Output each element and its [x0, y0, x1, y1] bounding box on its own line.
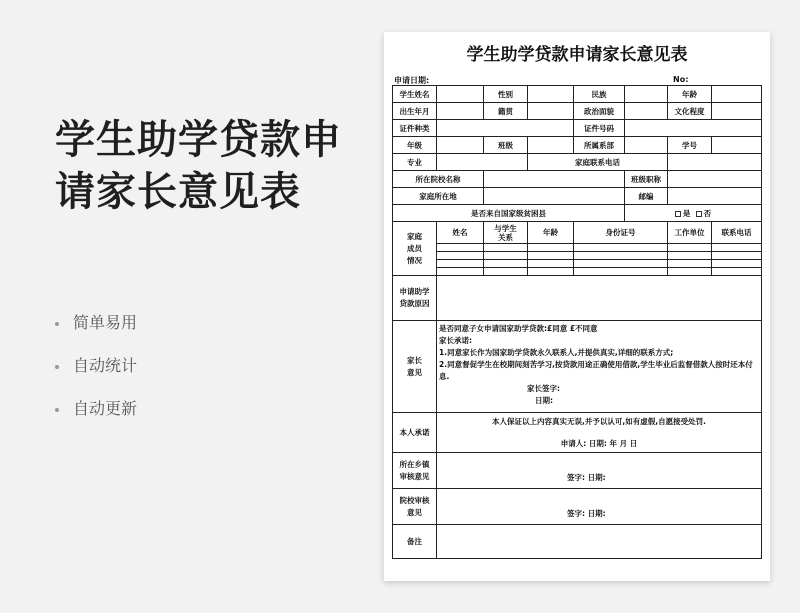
opinion-promise-title: 家长承诺: — [439, 336, 472, 345]
apply-date-label: 申请日期: — [394, 76, 430, 85]
school-review-label-2: 意见 — [407, 507, 422, 517]
town-content — [437, 453, 762, 489]
commitment-sign-line: 申请人: 日期: 年 月 日 — [560, 438, 638, 448]
field-grade[interactable] — [437, 137, 484, 154]
family-row — [393, 252, 762, 260]
label-poor-county: 是否来自国家级贫困县 — [393, 205, 625, 222]
opinion-item-1: 1.同意家长作为国家助学贷款永久联系人,并提供真实,详细的联系方式; — [439, 348, 674, 357]
family-col-relation — [484, 222, 528, 244]
family-col-phone: 联系电话 — [712, 222, 762, 244]
reason-label-1: 申请助学 — [399, 287, 430, 296]
school-review-content — [437, 489, 762, 525]
label-ethnicity: 民族 — [574, 86, 625, 103]
form-table — [392, 85, 762, 559]
opinion-label-1: 家长 — [407, 355, 422, 365]
town-label — [393, 453, 437, 489]
field-postcode[interactable] — [668, 188, 762, 205]
reason-field[interactable] — [437, 276, 762, 321]
family-label-2: 成员 — [407, 243, 422, 253]
commitment-text: 本人保证以上内容真实无误,并予以认可,如有虚假,自愿接受处罚. — [492, 416, 706, 426]
town-label-2: 审核意见 — [399, 471, 430, 481]
field-id-number[interactable] — [625, 120, 762, 137]
label-education: 文化程度 — [668, 103, 712, 120]
commitment-content — [437, 413, 762, 453]
label-home-phone: 家庭联系电话 — [528, 154, 668, 171]
school-review-sign-line: 签字: 日期: — [567, 509, 606, 518]
family-col-age: 年龄 — [528, 222, 574, 244]
no-label: No: — [673, 75, 689, 84]
family-row — [393, 244, 762, 252]
option-yes-label: 是 — [682, 208, 691, 218]
checkbox-yes[interactable] — [675, 211, 681, 217]
checkbox-no[interactable] — [696, 211, 702, 217]
label-address: 家庭所在地 — [393, 188, 484, 205]
form-title: 学生助学贷款申请家长意见表 — [466, 45, 688, 65]
label-major: 专业 — [393, 154, 437, 171]
field-age[interactable] — [712, 86, 762, 103]
feature-label: 自动更新 — [73, 399, 138, 418]
label-id-type: 证件种类 — [393, 120, 437, 137]
opinion-item-2: 2.同意督促学生在校期间刻苦学习,按贷款用途正确使用借款,学生毕业后监督借款人按时还本付息. — [439, 360, 753, 381]
opinion-date: 日期: — [535, 396, 553, 405]
family-label-1: 家庭 — [407, 231, 422, 241]
feature-label: 简单易用 — [73, 313, 138, 332]
form-document — [384, 32, 770, 581]
poor-county-options — [625, 205, 762, 222]
field-school[interactable] — [484, 171, 625, 188]
opinion-label-2: 意见 — [407, 367, 422, 377]
field-education[interactable] — [712, 103, 762, 120]
family-section-label — [393, 222, 437, 276]
bullet-icon — [55, 365, 59, 369]
field-job-title[interactable] — [668, 171, 762, 188]
opinion-content — [437, 321, 762, 413]
opinion-label — [393, 321, 437, 413]
opinion-sign: 家长签字: — [527, 384, 560, 393]
label-job-title: 班级职称 — [625, 171, 668, 188]
school-review-label — [393, 489, 437, 525]
family-col-work: 工作单位 — [668, 222, 712, 244]
field-ethnicity[interactable] — [625, 86, 668, 103]
label-political: 政治面貌 — [574, 103, 625, 120]
field-id-type[interactable] — [437, 120, 574, 137]
field-name[interactable] — [437, 86, 484, 103]
label-gender: 性别 — [484, 86, 528, 103]
label-department: 所属系部 — [574, 137, 625, 154]
reason-label-2: 贷款原因 — [399, 299, 430, 308]
field-department[interactable] — [625, 137, 668, 154]
field-birth[interactable] — [437, 103, 484, 120]
bullet-icon — [55, 322, 59, 326]
field-gender[interactable] — [528, 86, 574, 103]
label-grade: 年级 — [393, 137, 437, 154]
family-label-3: 情况 — [407, 255, 422, 265]
field-home-phone[interactable] — [668, 154, 762, 171]
field-native[interactable] — [528, 103, 574, 120]
field-student-no[interactable] — [712, 137, 762, 154]
label-school: 所在院校名称 — [393, 171, 484, 188]
family-col-relation-1: 与学生 — [494, 223, 517, 233]
label-name: 学生姓名 — [393, 86, 437, 103]
opinion-question: 是否同意子女申请国家助学贷款:£同意 £不同意 — [439, 324, 598, 333]
feature-item — [55, 398, 137, 441]
label-birth: 出生年月 — [393, 103, 437, 120]
family-row — [393, 268, 762, 276]
label-age: 年龄 — [668, 86, 712, 103]
field-major[interactable] — [437, 154, 528, 171]
remark-label: 备注 — [393, 525, 437, 559]
reason-label — [393, 276, 437, 321]
hero-title-line-1: 学生助学贷款申 — [55, 117, 342, 163]
label-postcode: 邮编 — [625, 188, 668, 205]
label-student-no: 学号 — [668, 137, 712, 154]
feature-label: 自动统计 — [73, 356, 138, 375]
school-review-label-1: 院校审核 — [399, 495, 430, 505]
feature-item — [55, 312, 137, 355]
family-col-name: 姓名 — [437, 222, 484, 244]
remark-field[interactable] — [437, 525, 762, 559]
town-sign-line: 签字: 日期: — [567, 473, 606, 482]
label-native: 籍贯 — [484, 103, 528, 120]
family-col-id: 身份证号 — [574, 222, 668, 244]
option-no-label: 否 — [703, 208, 712, 218]
family-col-relation-2: 关系 — [498, 232, 513, 242]
hero-title — [55, 114, 342, 218]
field-class[interactable] — [528, 137, 574, 154]
label-id-number: 证件号码 — [574, 120, 625, 137]
commitment-label: 本人承诺 — [393, 413, 437, 453]
field-political[interactable] — [625, 103, 668, 120]
bullet-icon — [55, 408, 59, 412]
field-address[interactable] — [484, 188, 625, 205]
label-class: 班级 — [484, 137, 528, 154]
feature-item — [55, 355, 137, 398]
town-label-1: 所在乡镇 — [399, 459, 430, 469]
feature-list — [55, 312, 137, 441]
family-row — [393, 260, 762, 268]
hero-title-line-2: 请家长意见表 — [55, 169, 301, 215]
